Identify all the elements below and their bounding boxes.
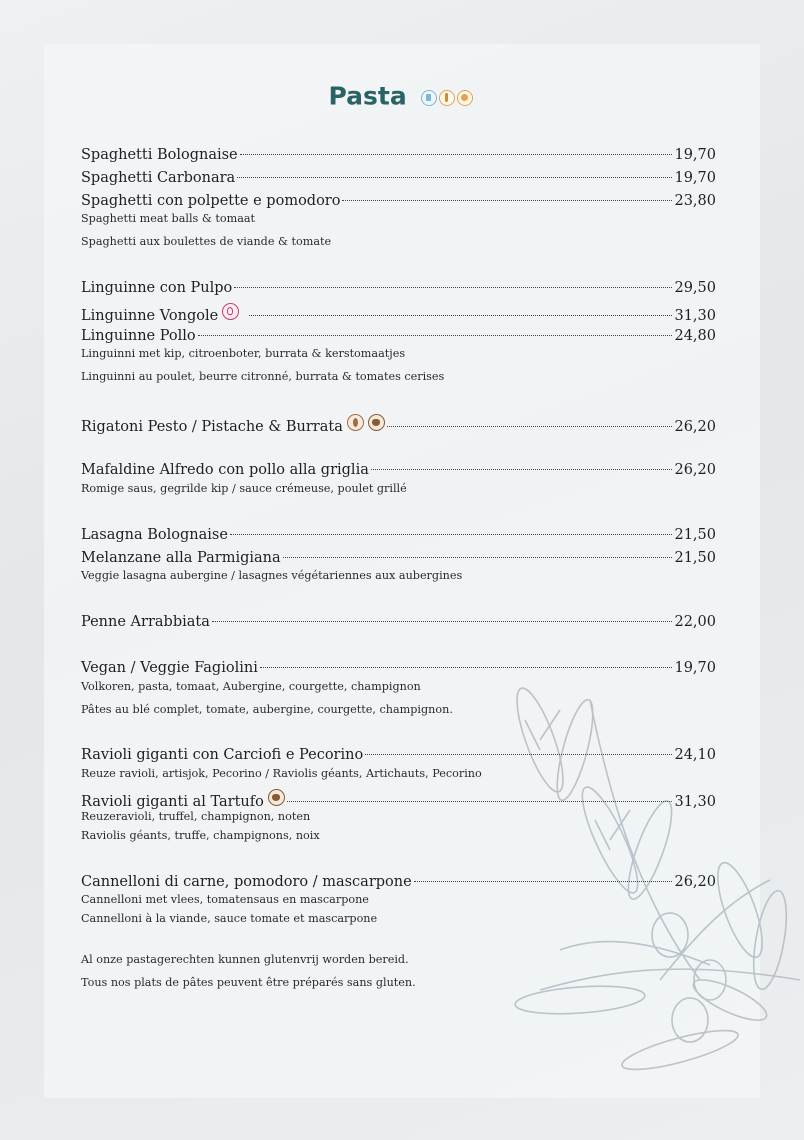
item-price: 22,00 bbox=[674, 614, 716, 630]
dot-leader bbox=[234, 287, 672, 288]
dot-leader bbox=[365, 754, 672, 755]
dot-leader bbox=[249, 315, 672, 316]
item-price: 31,30 bbox=[674, 794, 716, 810]
item-name: Melanzane alla Parmigiana bbox=[81, 550, 281, 566]
item-name: Ravioli giganti al Tartufo bbox=[81, 794, 264, 810]
menu-item-linguinne-pollo bbox=[81, 326, 716, 346]
item-description: Reuze ravioli, artisjok, Pecorino / Raviolis géants, Artichauts, Pecorino bbox=[81, 767, 482, 780]
dot-leader bbox=[287, 801, 673, 802]
item-name: Lasagna Bolognaise bbox=[81, 527, 228, 543]
dot-leader bbox=[387, 426, 673, 427]
item-price: 19,70 bbox=[674, 147, 716, 163]
item-price: 26,20 bbox=[674, 419, 716, 435]
menu-item-cannelloni bbox=[81, 872, 716, 892]
item-name: Spaghetti Bolognaise bbox=[81, 147, 238, 163]
item-name: Spaghetti Carbonara bbox=[81, 170, 236, 186]
item-description: Spaghetti meat balls & tomaat bbox=[81, 212, 256, 225]
item-price: 26,20 bbox=[674, 462, 716, 478]
menu-item-melanzane bbox=[81, 548, 716, 568]
item-price: 21,50 bbox=[674, 550, 716, 566]
item-description: Romige saus, gegrilde kip / sauce crémeuse, poulet grillé bbox=[81, 482, 407, 495]
item-description: Linguinni au poulet, beurre citronné, burrata & tomates cerises bbox=[81, 370, 445, 383]
item-name: Mafaldine Alfredo con pollo alla griglia bbox=[81, 462, 369, 478]
nut-icon bbox=[368, 414, 385, 431]
dot-leader bbox=[230, 534, 673, 535]
item-description: Pâtes au blé complet, tomate, aubergine, courgette, champignon. bbox=[81, 703, 453, 716]
pistachio-icon bbox=[347, 414, 364, 431]
dot-leader bbox=[198, 335, 673, 336]
item-description: Spaghetti aux boulettes de viande & tomate bbox=[81, 235, 332, 248]
item-price: 31,30 bbox=[674, 308, 716, 324]
item-price: 21,50 bbox=[674, 527, 716, 543]
item-name: Ravioli giganti con Carciofi e Pecorino bbox=[81, 747, 364, 763]
item-price: 24,10 bbox=[674, 747, 716, 763]
item-name: Linguinne Vongole bbox=[81, 308, 219, 324]
item-name: Linguinne Pollo bbox=[81, 328, 196, 344]
item-description: Volkoren, pasta, tomaat, Aubergine, courgette, champignon bbox=[81, 680, 421, 693]
dot-leader bbox=[414, 881, 673, 882]
dot-leader bbox=[342, 200, 672, 201]
item-name: Vegan / Veggie Fagiolini bbox=[81, 660, 258, 676]
item-name: Cannelloni di carne, pomodoro / mascarpone bbox=[81, 874, 412, 890]
item-name: Linguinne con Pulpo bbox=[81, 280, 233, 296]
item-name: Penne Arrabbiata bbox=[81, 614, 210, 630]
wheat-icon bbox=[439, 90, 455, 106]
milk-icon bbox=[421, 90, 437, 106]
menu-item-vegan bbox=[81, 658, 716, 678]
dot-leader bbox=[240, 154, 673, 155]
item-price: 29,50 bbox=[674, 280, 716, 296]
title-text: Pasta bbox=[328, 81, 407, 111]
dot-leader bbox=[371, 469, 673, 470]
dot-leader bbox=[283, 557, 673, 558]
item-name: Spaghetti con polpette e pomodoro bbox=[81, 193, 341, 209]
menu-item-linguinne-vongole bbox=[81, 303, 716, 326]
item-description: Cannelloni à la viande, sauce tomate et mascarpone bbox=[81, 912, 378, 925]
menu-item-spaghetti-bolognaise bbox=[81, 145, 716, 165]
menu-item-penne bbox=[81, 612, 716, 632]
gluten-free-note-fr: Tous nos plats de pâtes peuvent être préparés sans gluten. bbox=[81, 976, 416, 989]
item-price: 26,20 bbox=[674, 874, 716, 890]
item-description: Reuzeravioli, truffel, champignon, noten bbox=[81, 810, 311, 823]
lobster-icon bbox=[222, 303, 239, 320]
gluten-free-note-nl: Al onze pastagerechten kunnen glutenvrij worden bereid. bbox=[81, 953, 409, 966]
menu-item-linguinne-pulpo bbox=[81, 278, 716, 298]
dot-leader bbox=[212, 621, 673, 622]
item-description: Raviolis géants, truffe, champignons, noix bbox=[81, 829, 320, 842]
item-price: 24,80 bbox=[674, 328, 716, 344]
page-title bbox=[0, 80, 804, 111]
item-name: Rigatoni Pesto / Pistache & Burrata bbox=[81, 419, 343, 435]
item-price: 23,80 bbox=[674, 193, 716, 209]
dot-leader bbox=[237, 177, 672, 178]
egg-icon bbox=[457, 90, 473, 106]
nut-icon bbox=[268, 789, 285, 806]
menu-item-spaghetti-polpette bbox=[81, 191, 716, 211]
menu-item-ravioli-carciofi bbox=[81, 745, 716, 765]
item-description: Cannelloni met vlees, tomatensaus en mascarpone bbox=[81, 893, 369, 906]
item-description: Linguinni met kip, citroenboter, burrata & kerstomaatjes bbox=[81, 347, 406, 360]
item-price: 19,70 bbox=[674, 660, 716, 676]
dot-leader bbox=[260, 667, 673, 668]
item-price: 19,70 bbox=[674, 170, 716, 186]
title-allergen-icons bbox=[421, 82, 475, 111]
menu-item-spaghetti-carbonara bbox=[81, 168, 716, 188]
menu-item-lasagna bbox=[81, 525, 716, 545]
menu-item-mafaldine bbox=[81, 460, 716, 480]
item-description: Veggie lasagna aubergine / lasagnes végétariennes aux aubergines bbox=[81, 569, 463, 582]
menu-item-rigatoni bbox=[81, 414, 716, 437]
